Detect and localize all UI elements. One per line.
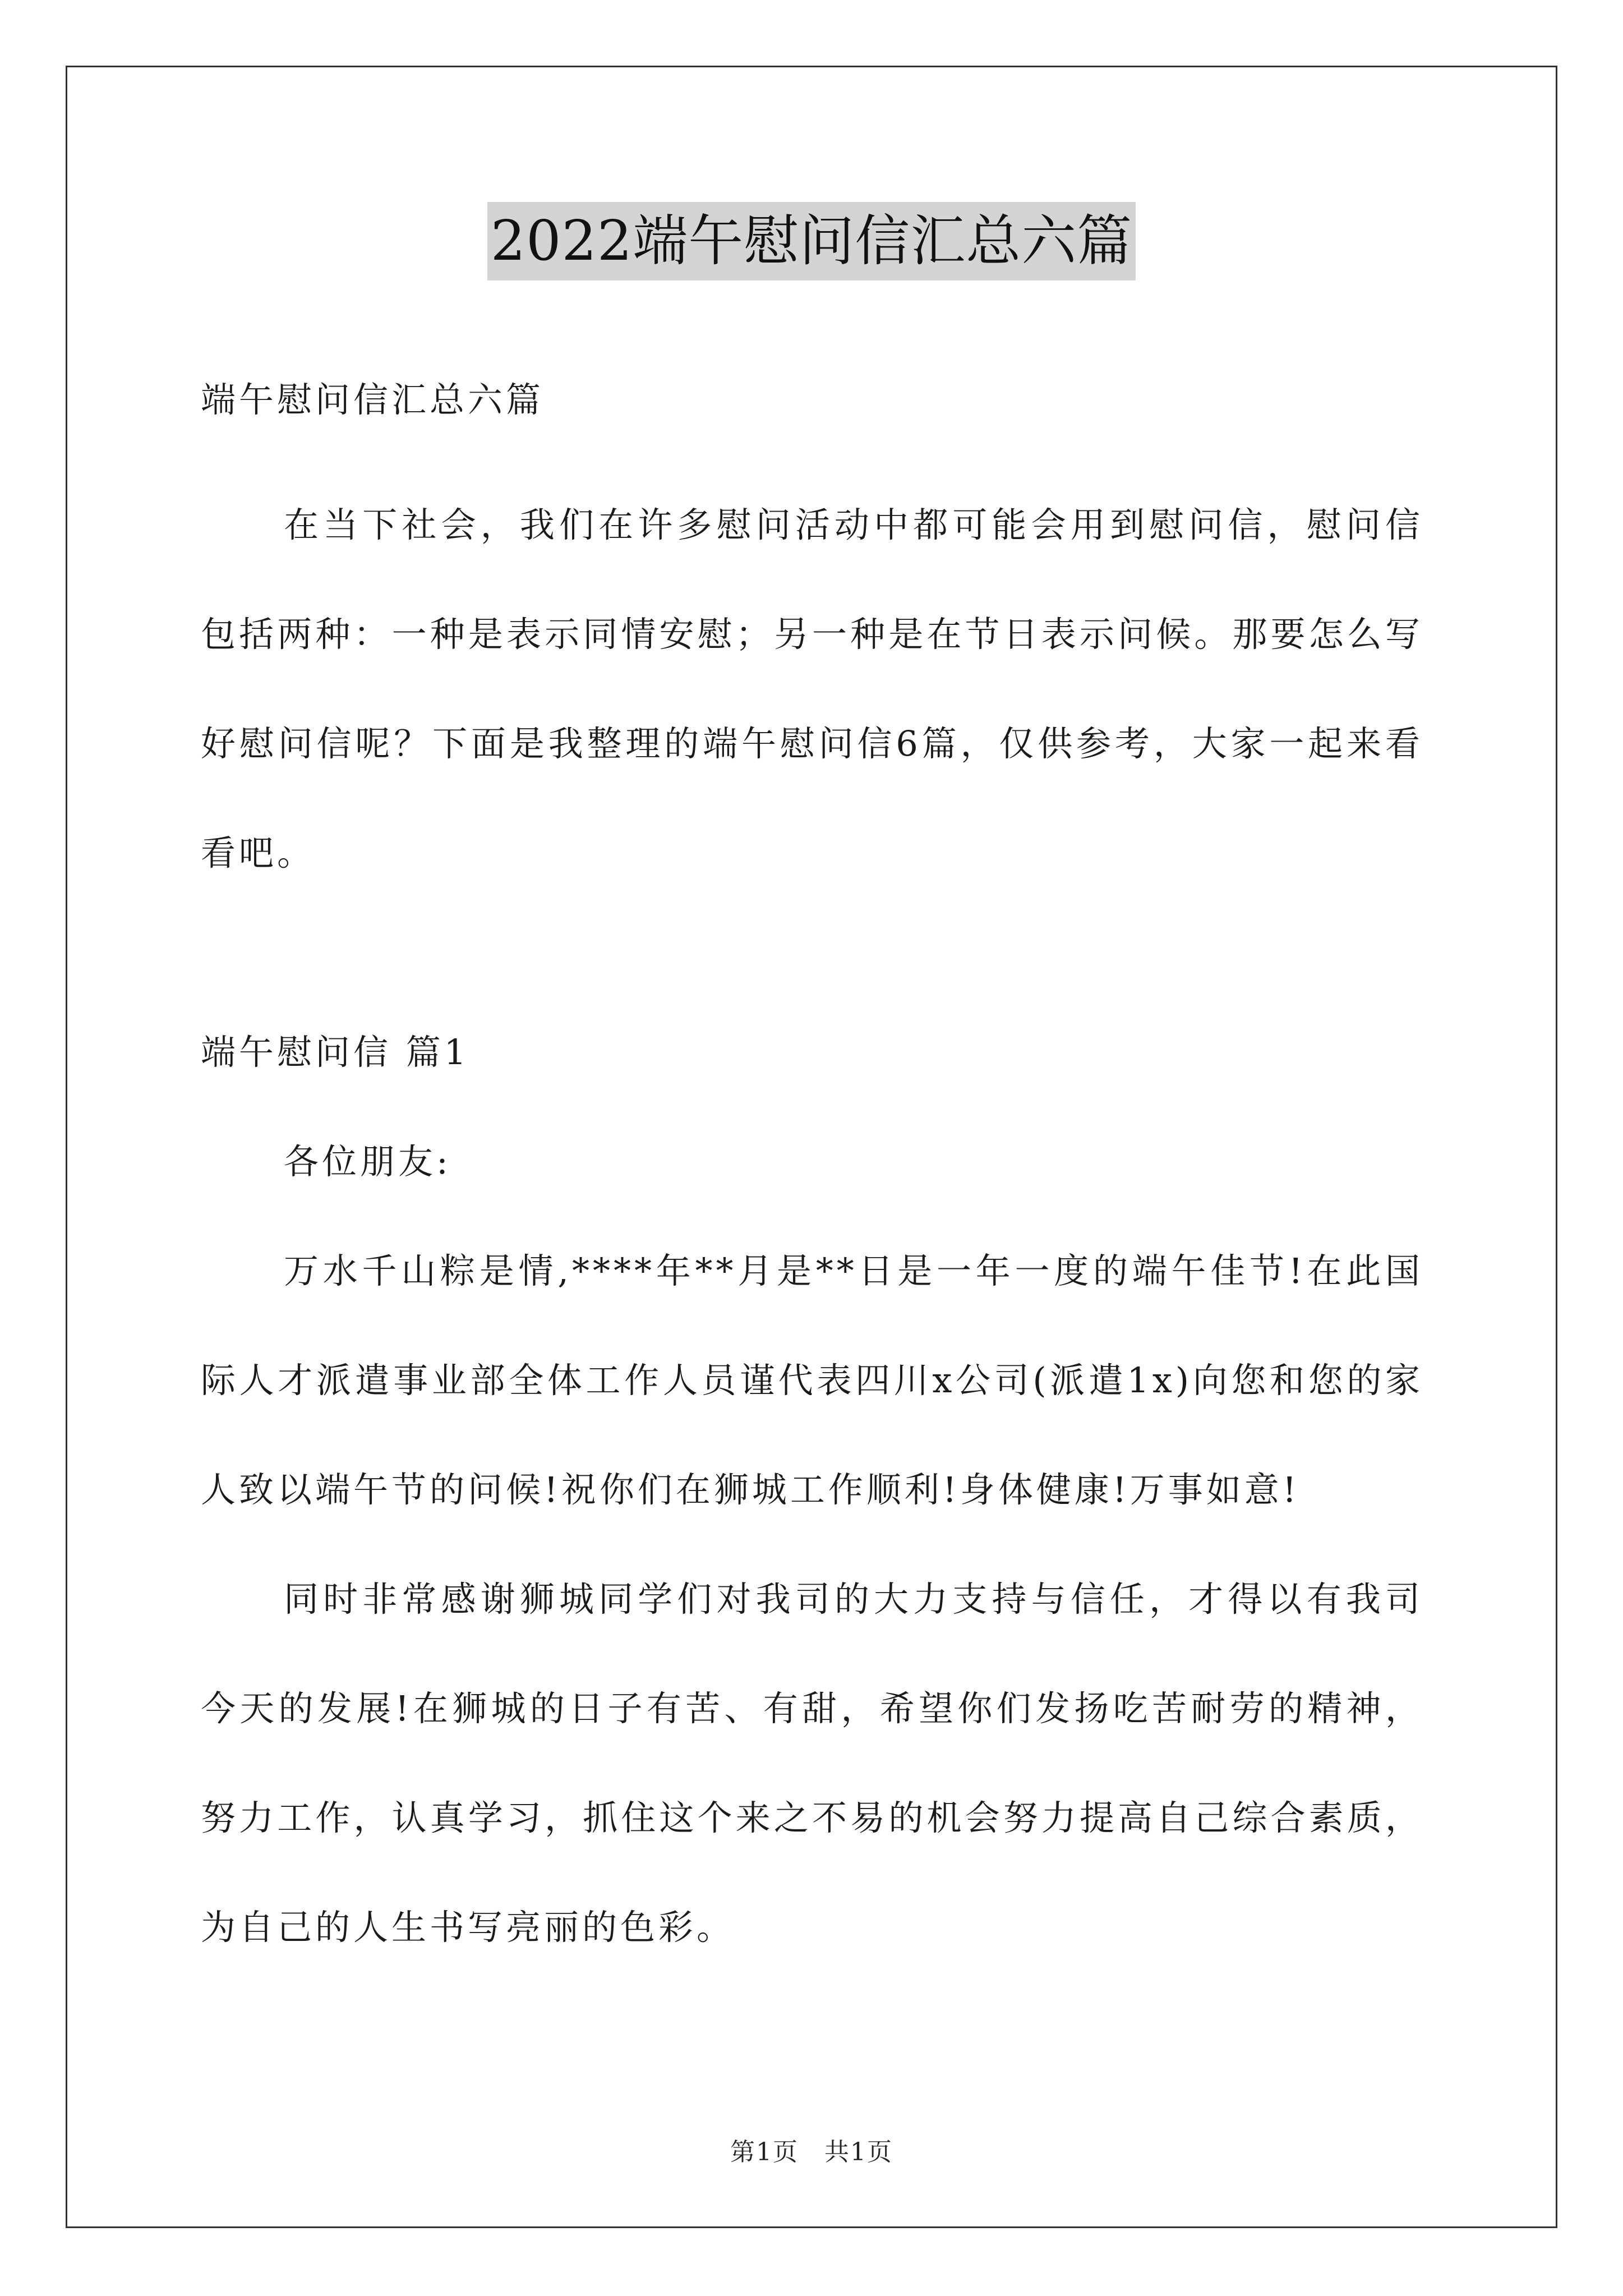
body-paragraph: 万水千山粽是情,****年**月是**日是一年一度的端午佳节!在此国际人才派遣事业部全体工作人员谨代表四川x公司(派遣1x)向您和您的家人致以端午节的问候!祝你们在狮城工作顺利!身体健康!万事如意! [201,1250,1423,1510]
document-title: 2022端午慰问信汇总六篇 [487,202,1136,280]
salutation: 各位朋友: [284,1141,451,1182]
title-container [0,202,1623,280]
body-paragraph: 同时非常感谢狮城同学们对我司的大力支持与信任，才得以有我司今天的发展!在狮城的日子有苦、有甜，希望你们发扬吃苦耐劳的精神，努力工作，认真学习，抓住这个来之不易的机会努力提高自己综合素质，为自己的人生书写亮丽的色彩。 [201,1579,1423,1948]
intro-paragraph: 在当下社会，我们在许多慰问活动中都可能会用到慰问信，慰问信包括两种：一种是表示同情安慰；另一种是在节日表示问候。那要怎么写好慰问信呢？下面是我整理的端午慰问信6篇，仅供参考，大家一起来看看吧。 [201,504,1423,873]
document-body [201,345,1423,1982]
section-heading: 端午慰问信 篇1 [201,1032,470,1073]
spacer [201,454,1423,470]
document-subtitle: 端午慰问信汇总六篇 [201,379,545,420]
spacer [201,908,1423,997]
page-footer: 第1页 共1页 [730,2138,893,2166]
